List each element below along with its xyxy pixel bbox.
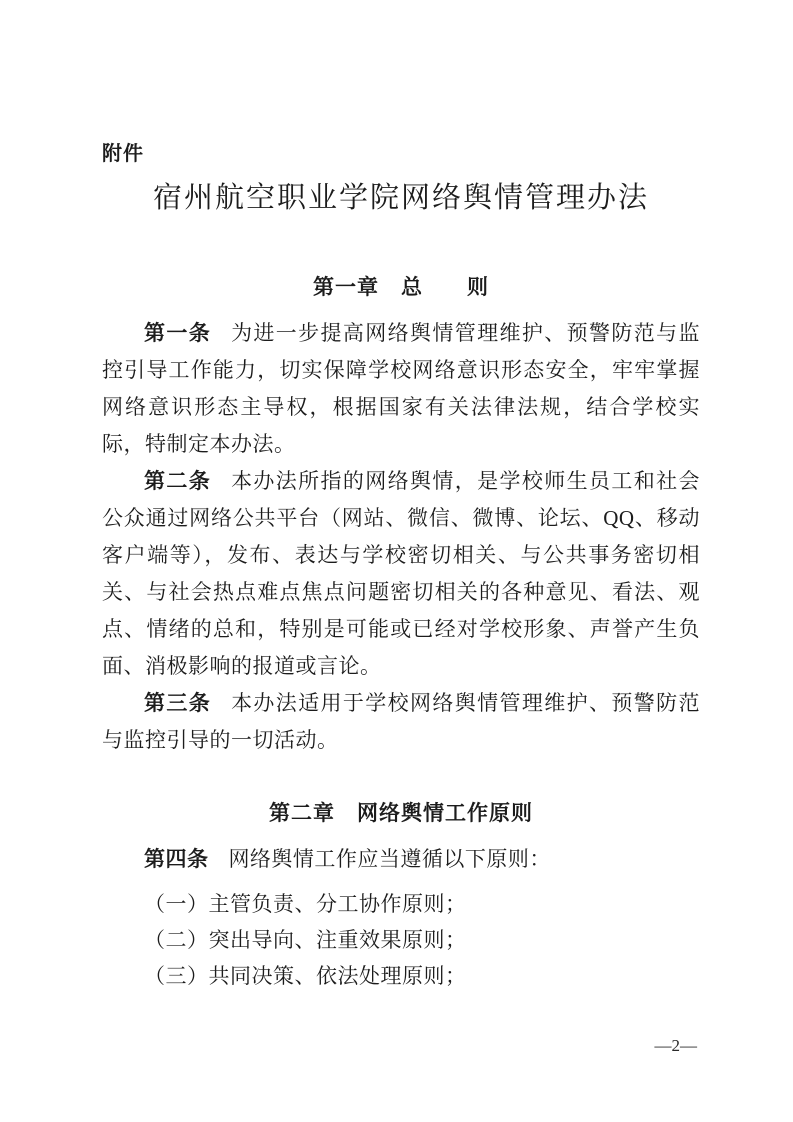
article-3-lead: 第三条 [144,692,212,715]
article-2-lead: 第二条 [144,470,212,493]
article-3-paragraph [102,685,700,759]
chapter-2-body [102,841,700,994]
article-3-text: 本办法适用于学校网络舆情管理维护、预警防范与监控引导的一切活动。 [102,691,701,752]
principles-list [102,886,700,994]
article-1-lead: 第一条 [144,322,212,345]
article-4-paragraph [102,841,700,878]
article-2-paragraph [102,463,700,685]
article-2-text: 本办法所指的网络舆情，是学校师生员工和社会公众通过网络公共平台（网站、微信、微博、论坛、QQ、移动客户端等），发布、表达与学校密切相关、与公共事务密切相关、与社会热点难点焦点问题密切相关的各种意见、看法、观点、情绪的总和，特别是可能或已经对学校形象、声誉产生负面、消极影响的报道或言论。 [102,469,701,678]
article-4-text: 网络舆情工作应当遵循以下原则： [228,847,551,871]
page-number: —2— [654,1036,697,1055]
principle-item-1: （一）主管负责、分工协作原则； [144,892,467,916]
chapter-1-body [102,315,700,759]
article-1-text: 为进一步提高网络舆情管理维护、预警防范与监控引导工作能力，切实保障学校网络意识形态安全，牢牢掌握网络意识形态主导权，根据国家有关法律法规，结合学校实际，特制定本办法。 [102,321,701,456]
document-title: 宿州航空职业学院网络舆情管理办法 [152,182,649,214]
principle-item-2: （二）突出导向、注重效果原则； [144,928,467,952]
chapter-1-heading: 第一章 总 则 [313,276,489,299]
chapter-2-heading: 第二章 网络舆情工作原则 [269,802,533,825]
article-4-lead: 第四条 [144,848,209,871]
attachment-label: 附件 [102,143,144,165]
principle-item-3: （三）共同决策、依法处理原则； [144,964,467,988]
article-1-paragraph [102,315,700,463]
